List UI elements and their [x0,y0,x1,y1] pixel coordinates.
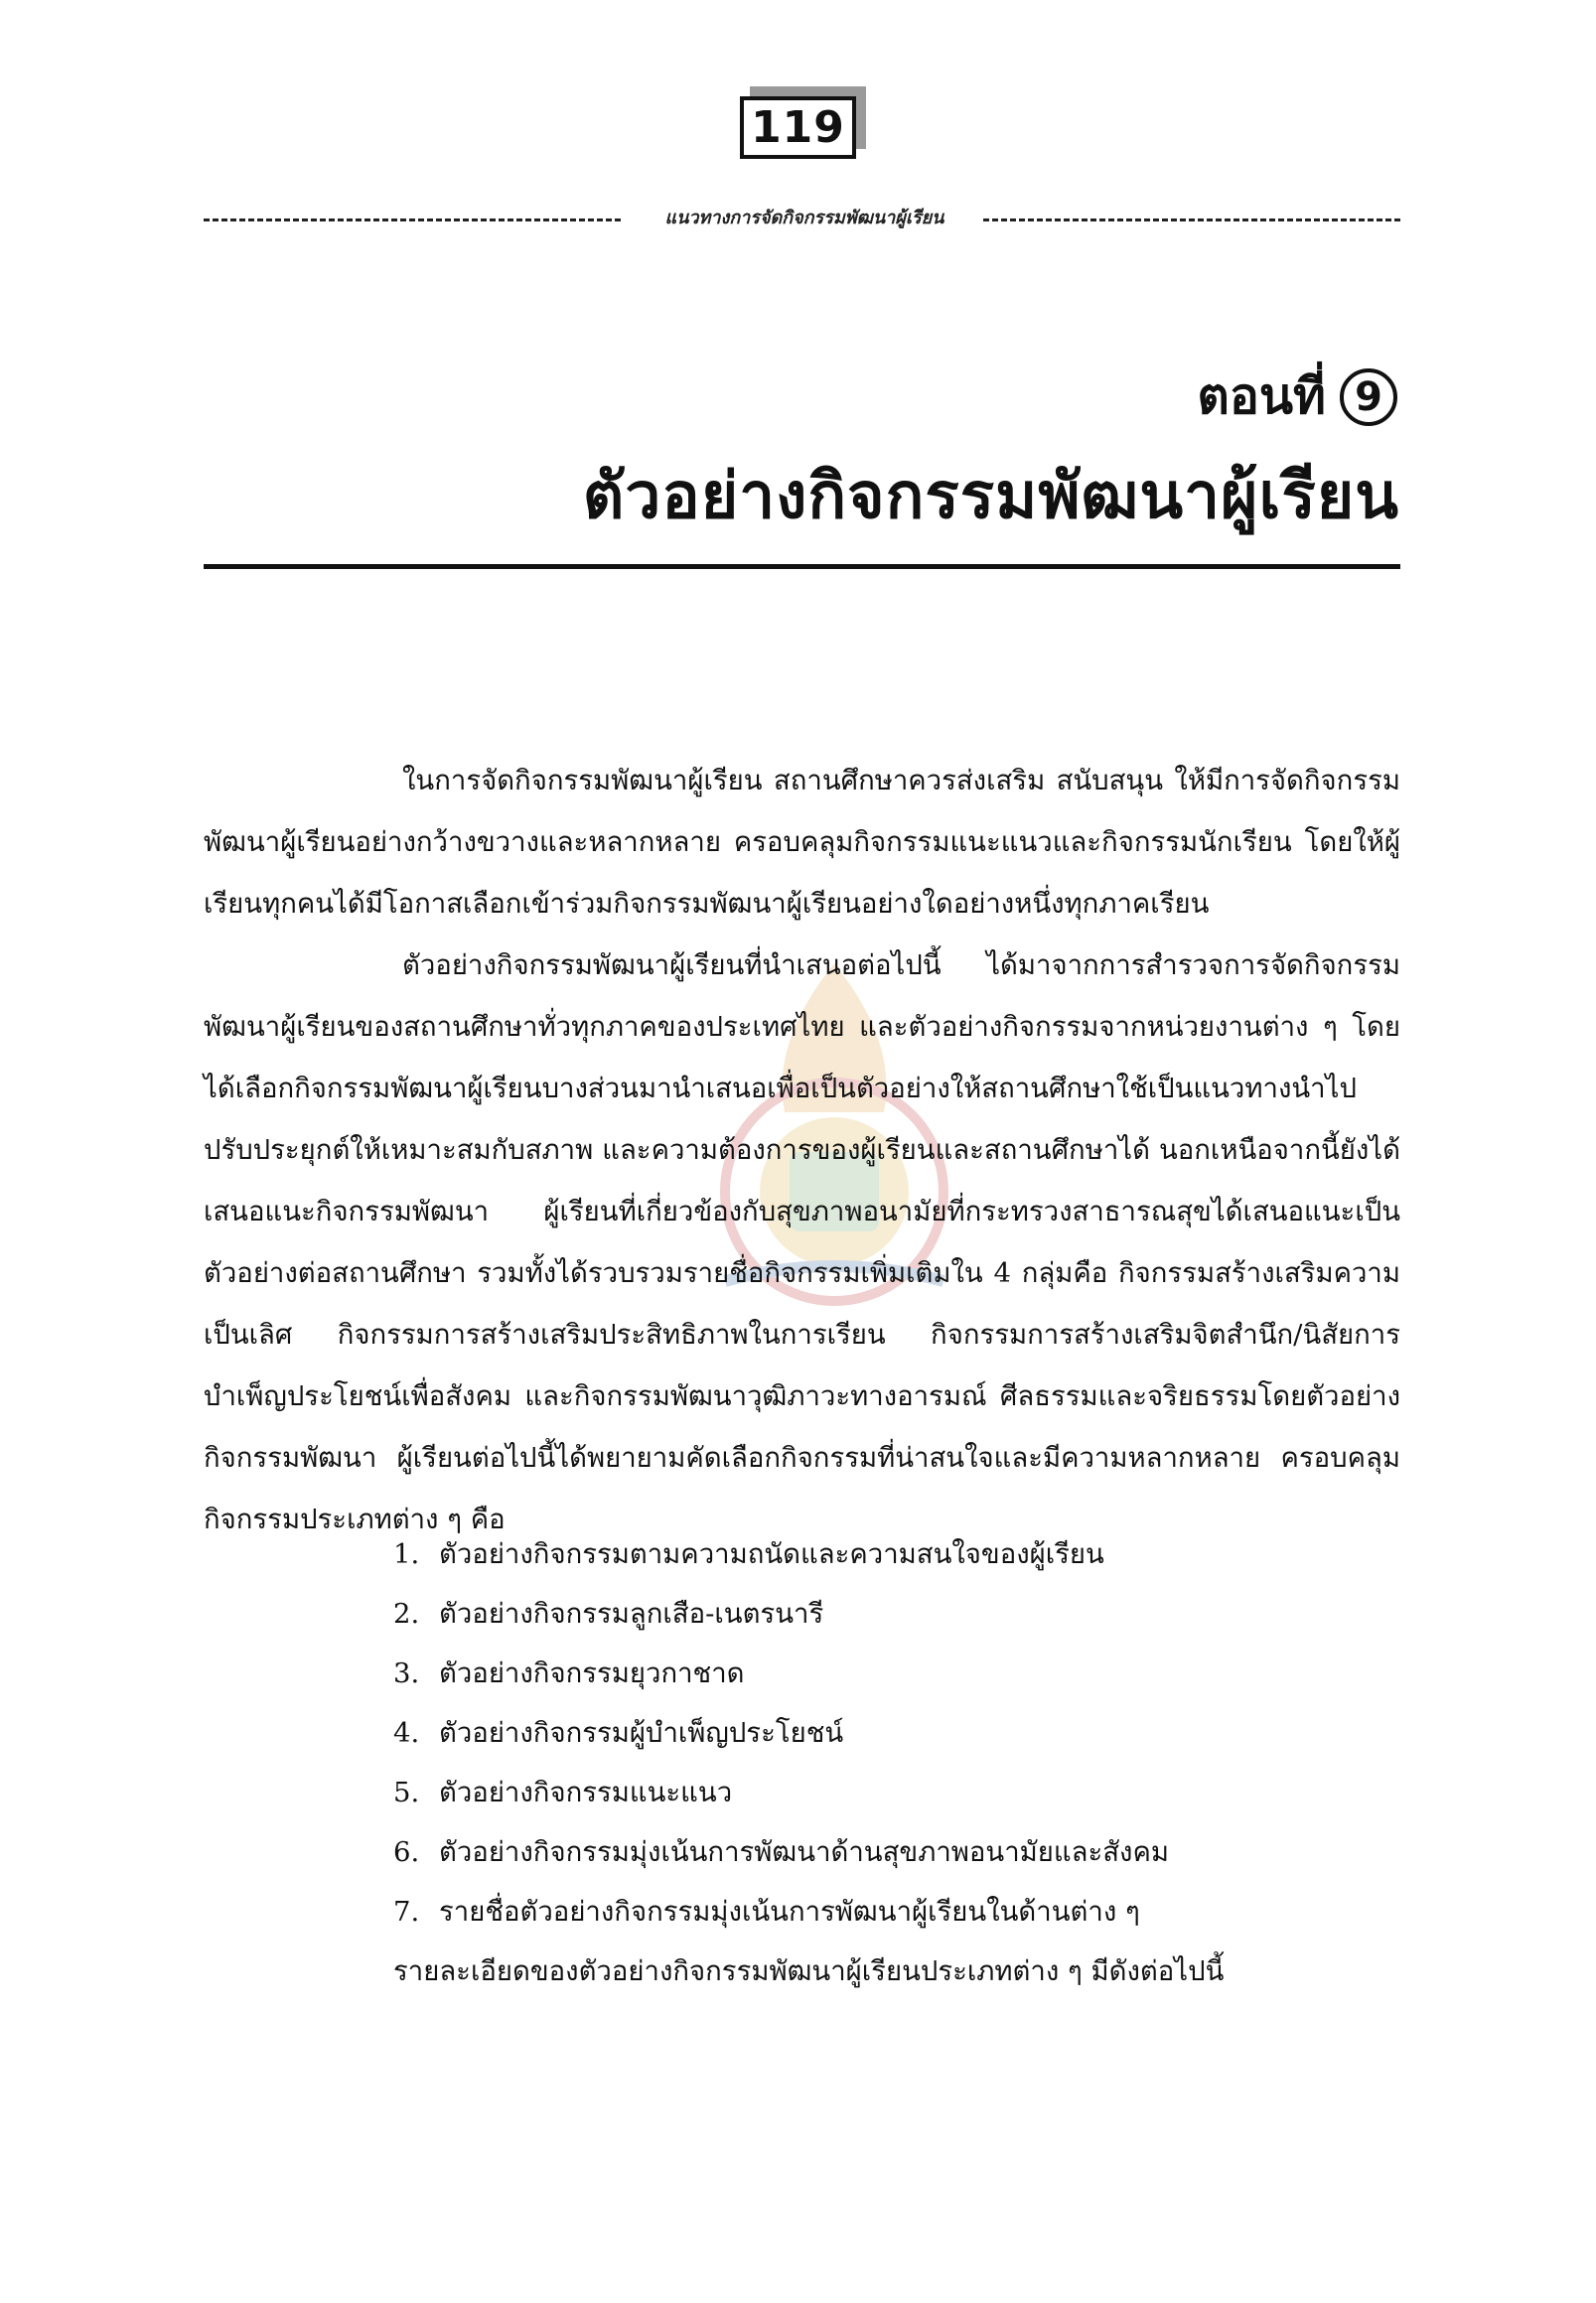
list-item-number: 1. [393,1538,420,1570]
list-item-number: 5. [393,1777,420,1808]
list-item-number: 6. [393,1836,420,1868]
list-item [393,1763,1169,1822]
list-item-text: ตัวอย่างกิจกรรมมุ่งเน้นการพัฒนาด้านสุขภาพอนามัยและสังคม [439,1836,1169,1868]
section-label [1197,358,1397,436]
list-item [393,1882,1169,1942]
list-item-text: ตัวอย่างกิจกรรมยุวกาชาด [439,1657,745,1689]
section-label-text: ตอนที่ [1197,367,1326,425]
list-item-text: ตัวอย่างกิจกรรมแนะแนว [439,1777,733,1808]
activity-list [393,1524,1169,1942]
paragraph: ตัวอย่างกิจกรรมพัฒนาผู้เรียนที่นำเสนอต่อไปนี้ ได้มาจากการสำรวจการจัดกิจกรรมพัฒนาผู้เรียนของสถานศึกษาทั่วทุกภาคของประเทศไทย และตัวอย่างกิจกรรมจากหน่วยงานต่าง ๆ โดยได้เลือกกิจกรรมพัฒนาผู้เรียนบางส่วนมานำเสนอเพื่อเป็นตัวอย่างให้สถานศึกษาใช้เป็นแนวทางนำไปปรับประยุกต์ให้เหมาะสมกับสภาพ และความต้องการของผู้เรียนและสถานศึกษาได้ นอกเหนือจากนี้ยังได้เสนอแนะกิจกรรมพัฒนา ผู้เรียนที่เกี่ยวข้องกับสุขภาพอนามัยที่กระทรวงสาธารณสุขได้เสนอแนะเป็นตัวอย่างต่อสถานศึกษา รวมทั้งได้รวบรวมรายชื่อกิจกรรมเพิ่มเติมใน 4 กลุ่มคือ กิจกรรมสร้างเสริมความเป็นเลิศ กิจกรรมการสร้างเสริมประสิทธิภาพในการเรียน กิจกรรมการสร้างเสริมจิตสำนึก/นิสัยการบำเพ็ญประโยชน์เพื่อสังคม และกิจกรรมพัฒนาวุฒิภาวะทางอารมณ์ ศีลธรรมและจริยธรรมโดยตัวอย่างกิจกรรมพัฒนา ผู้เรียนต่อไปนี้ได้พยายามคัดเลือกกิจกรรมที่น่าสนใจและมีความหลากหลาย ครอบคลุมกิจกรรมประเภทต่าง ๆ คือ [204,949,1400,1535]
list-item [393,1822,1169,1882]
list-item-number: 2. [393,1598,420,1630]
running-header: แนวทางการจัดกิจกรรมพัฒนาผู้เรียน [664,208,944,228]
list-item-number: 3. [393,1657,420,1689]
list-item-number: 7. [393,1896,420,1928]
list-item-number: 4. [393,1717,420,1749]
section-number-circle: 9 [1340,368,1397,426]
list-item-text: ตัวอย่างกิจกรรมผู้บำเพ็ญประโยชน์ [439,1717,844,1749]
list-item-text: รายชื่อตัวอย่างกิจกรรมมุ่งเน้นการพัฒนาผู้เรียนในด้านต่าง ๆ [439,1896,1140,1928]
list-item-text: ตัวอย่างกิจกรรมลูกเสือ-เนตรนารี [439,1598,824,1630]
list-item [393,1703,1169,1763]
body-text [204,750,1400,1550]
title-underline [204,564,1400,569]
page-title: ตัวอย่างกิจกรรมพัฒนาผู้เรียน [582,460,1399,533]
header-rule-left [204,218,621,221]
list-item [393,1524,1169,1584]
page-number-badge: 119 [740,96,856,159]
list-item [393,1644,1169,1703]
paragraph: ในการจัดกิจกรรมพัฒนาผู้เรียน สถานศึกษาควรส่งเสริม สนับสนุน ให้มีการจัดกิจกรรมพัฒนาผู้เรียนอย่างกว้างขวางและหลากหลาย ครอบคลุมกิจกรรมแนะแนวและกิจกรรมนักเรียน โดยให้ผู้เรียนทุกคนได้มีโอกาสเลือกเข้าร่วมกิจกรรมพัฒนาผู้เรียนอย่างใดอย่างหนึ่งทุกภาคเรียน [204,765,1400,920]
list-item [393,1584,1169,1644]
list-item-text: ตัวอย่างกิจกรรมตามความถนัดและความสนใจของผู้เรียน [439,1538,1104,1570]
header-rule-right [983,218,1400,221]
closing-sentence: รายละเอียดของตัวอย่างกิจกรรมพัฒนาผู้เรียนประเภทต่าง ๆ มีดังต่อไปนี้ [393,1955,1225,1987]
